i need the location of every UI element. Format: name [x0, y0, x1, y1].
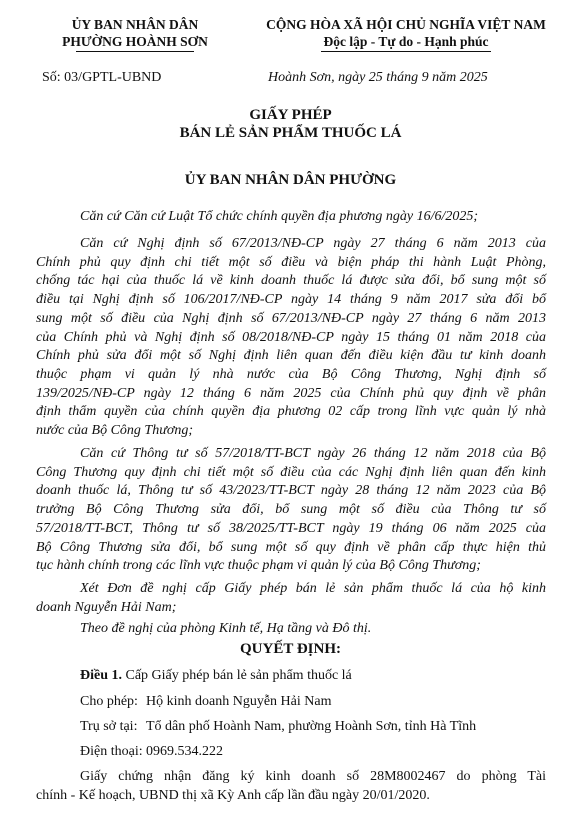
document-number: Số: 03/GPTL-UBND [42, 70, 162, 85]
registration-line: Giấy chứng nhận đăng ký kinh doanh số 28M8002467 do phòng Tài [80, 769, 546, 784]
basis-line: Căn cứ Nghị định số 67/2013/NĐ-CP ngày 27 tháng 6 năm 2013 của [80, 236, 546, 251]
legal-basis-1 [36, 208, 546, 227]
authority-underline [76, 51, 194, 52]
basis-line: nước của Bộ Công Thương; [36, 423, 193, 439]
basis-line: chống tác hại của thuốc lá về kinh doanh thuốc lá được sửa đổi, bổ sung một số [36, 273, 546, 289]
proposal-basis [36, 620, 546, 639]
basis-line: điều tại Nghị định số 106/2017/NĐ-CP ngày 14 tháng 9 năm 2017 sửa đổi bổ [36, 292, 546, 308]
field-value: 0969.534.222 [146, 744, 223, 759]
basis-line: Xét Đơn đề nghị cấp Giấy phép bán lẻ sản phẩm thuốc lá của hộ kinh [80, 581, 546, 596]
national-motto [246, 16, 566, 50]
field-address [80, 718, 476, 736]
country-name: CỘNG HÒA XÃ HỘI CHỦ NGHĨA VIỆT NAM [266, 17, 546, 32]
motto-underline [321, 51, 491, 52]
basis-line: sung một số điều của Nghị định số 67/2013/NĐ-CP ngày 27 tháng 6 năm 2013 [36, 310, 546, 326]
decision-heading: QUYẾT ĐỊNH: [240, 641, 341, 657]
legal-basis-2 [36, 235, 546, 441]
field-label: Điện thoại: [80, 744, 143, 759]
field-label: Trụ sở tại: [80, 719, 138, 734]
authority-heading: ỦY BAN NHÂN DÂN PHƯỜNG [184, 172, 397, 188]
basis-line: của Chính phủ và Nghị định số 08/2018/NĐ-CP ngày 15 tháng 01 năm 2018 của [36, 329, 546, 345]
basis-line: trưởng Bộ Công Thương sửa đổi, bổ sung một số điều của Thông tư số [36, 502, 546, 518]
issuing-authority [20, 16, 250, 50]
basis-line: tục hành chính trong các lĩnh vực thuộc phạm vi quản lý của Bộ Công Thương; [36, 558, 481, 574]
article-1 [80, 667, 352, 685]
article-text: Cấp Giấy phép bán lẻ sản phẩm thuốc lá [122, 668, 352, 683]
basis-line: Căn cứ Thông tư số 57/2018/TT-BCT ngày 26 tháng 12 năm 2018 của Bộ [80, 446, 546, 461]
legal-basis-3 [36, 445, 546, 576]
authority-line-2: PHƯỜNG HOÀNH SƠN [62, 34, 208, 49]
document-subtitle: BÁN LẺ SẢN PHẨM THUỐC LÁ [179, 125, 402, 141]
field-permit-holder [80, 693, 331, 711]
field-value: Tổ dân phố Hoành Nam, phường Hoành Sơn, tỉnh Hà Tĩnh [146, 719, 477, 734]
basis-line: doanh Nguyễn Hải Nam; [36, 599, 177, 615]
basis-line: 57/2018/TT-BCT, Thông tư số 38/2025/TT-BCT ngày 19 tháng 06 năm 2025 của [36, 520, 546, 536]
basis-line: doanh thuốc lá, Thông tư số 43/2023/TT-BCT ngày 28 tháng 12 năm 2023 của Bộ [36, 483, 546, 499]
field-value: Hộ kinh doanh Nguyễn Hải Nam [146, 694, 332, 709]
motto-line: Độc lập - Tự do - Hạnh phúc [323, 34, 489, 49]
field-phone [80, 743, 223, 761]
article-label: Điều 1. [80, 668, 122, 683]
business-registration [36, 768, 546, 805]
registration-line: chính - Kế hoạch, UBND thị xã Kỳ Anh cấp lần đầu ngày 20/01/2020. [36, 787, 430, 803]
document-title: GIẤY PHÉP [249, 107, 332, 123]
basis-line: Căn cứ Căn cứ Luật Tổ chức chính quyền địa phương ngày 16/6/2025; [80, 209, 479, 224]
basis-line: định thẩm quyền của chính quyền địa phương 02 cấp trong lĩnh vực quản lý nhà [36, 404, 546, 420]
basis-line: Công Thương quy định chi tiết một số điều của các Nghị định liên quan đến kinh [36, 464, 546, 480]
basis-line: 139/2025/NĐ-CP ngày 12 tháng 6 năm 2025 của Chính phủ quy định về phân [36, 385, 546, 401]
basis-line: Theo đề nghị của phòng Kinh tế, Hạ tầng và Đô thị. [80, 621, 372, 636]
field-label: Cho phép: [80, 694, 138, 709]
basis-line: Chính phủ sửa đổi một số Nghị định liên quan đến điều kiện đầu tư kinh doanh [36, 348, 546, 364]
basis-line: thuộc phạm vi quản lý nhà nước của Bộ Công Thương, Nghị định số [36, 366, 546, 382]
basis-line: Chính phủ quy định chi tiết một số điều và biện pháp thi hành Luật Phòng, [36, 254, 546, 270]
place-and-date: Hoành Sơn, ngày 25 tháng 9 năm 2025 [268, 70, 488, 85]
basis-line: Bộ Công Thương sửa đổi, bổ sung một số quy định về phân cấp thực hiện thủ [36, 539, 546, 555]
authority-line-1: ỦY BAN NHÂN DÂN [71, 17, 199, 32]
request-basis [36, 580, 546, 617]
